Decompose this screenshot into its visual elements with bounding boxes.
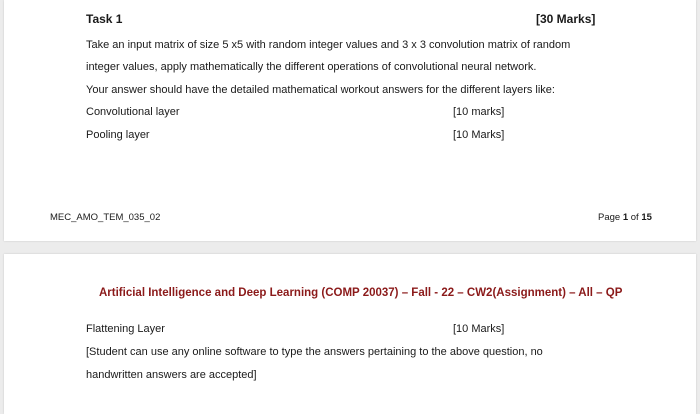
course-header: Artificial Intelligence and Deep Learning (COMP 20037) – Fall - 22 – CW2(Assignment) – All – QP bbox=[99, 287, 623, 299]
flattening-layer-marks: [10 Marks] bbox=[453, 323, 505, 335]
pooling-layer-marks: [10 Marks] bbox=[453, 129, 505, 141]
convolutional-layer-label: Convolutional layer bbox=[86, 106, 180, 118]
task-marks: [30 Marks] bbox=[536, 12, 596, 26]
task-description-line: Take an input matrix of size 5 x5 with random integer values and 3 x 3 convolution matrix of random bbox=[86, 39, 571, 51]
task-description-line: integer values, apply mathematically the different operations of convolutional neural network. bbox=[86, 61, 537, 73]
task-description-line: Your answer should have the detailed mathematical workout answers for the different layers like: bbox=[86, 84, 555, 96]
submission-note-line: handwritten answers are accepted] bbox=[86, 369, 257, 381]
footer-page-number bbox=[598, 212, 652, 223]
page-of: of bbox=[628, 212, 642, 223]
page-current: 1 bbox=[622, 212, 629, 223]
page-total: 15 bbox=[641, 212, 652, 223]
task-title: Task 1 bbox=[86, 12, 123, 26]
footer-document-code: MEC_AMO_TEM_035_02 bbox=[50, 212, 161, 223]
convolutional-layer-marks: [10 marks] bbox=[453, 106, 505, 118]
page-prefix: Page bbox=[598, 212, 623, 223]
document-page-1 bbox=[4, 0, 696, 241]
submission-note-line: [Student can use any online software to type the answers pertaining to the above question, no bbox=[86, 346, 543, 358]
document-page-2 bbox=[4, 254, 696, 414]
flattening-layer-label: Flattening Layer bbox=[86, 323, 165, 335]
pooling-layer-label: Pooling layer bbox=[86, 129, 150, 141]
